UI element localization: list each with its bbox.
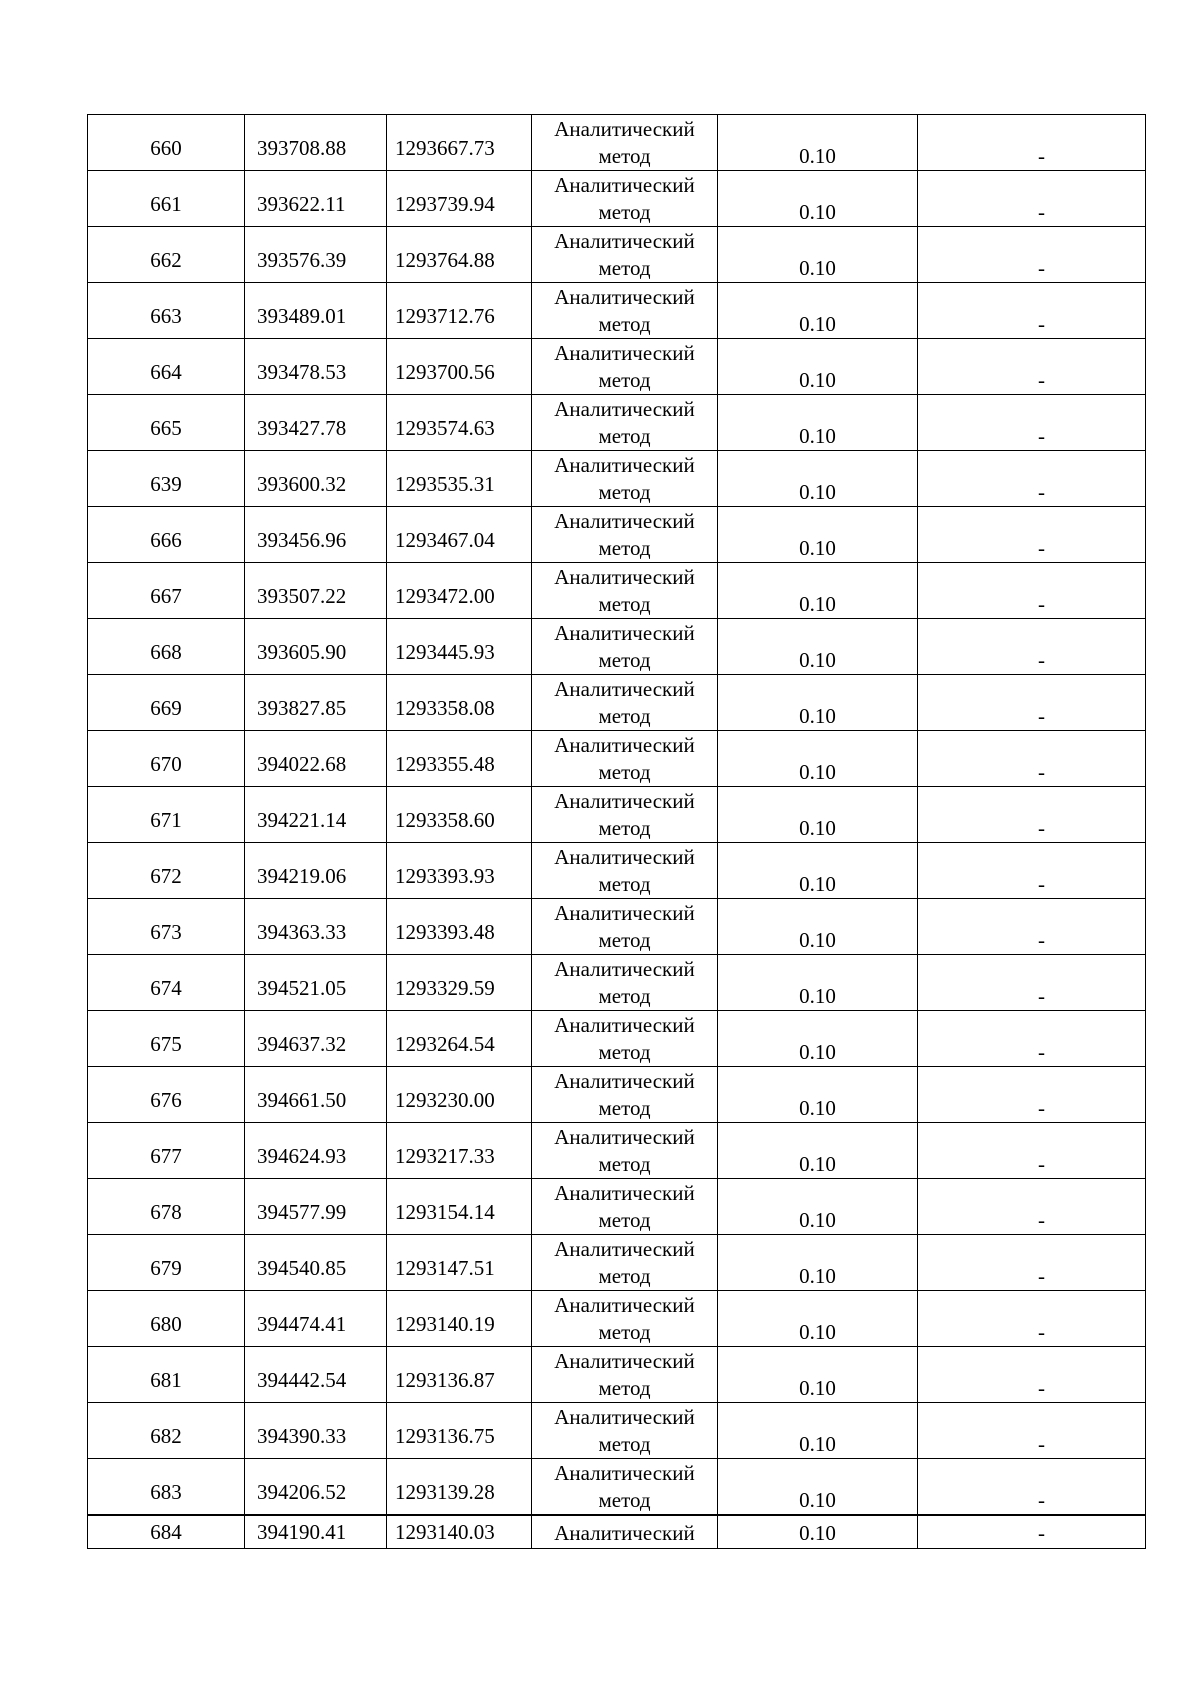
point-number-cell: 666 (88, 507, 245, 563)
method-label-line2: метод (598, 872, 651, 896)
method-label-line1: Аналитический (554, 1181, 695, 1205)
method-label-line1: Аналитический (554, 173, 695, 197)
x-coordinate-cell: 394190.41 (245, 1515, 387, 1548)
method-label-line2: метод (598, 312, 651, 336)
method-cell (532, 843, 718, 899)
x-coordinate-cell: 394442.54 (245, 1347, 387, 1403)
method-label-line1: Аналитический (554, 1520, 695, 1545)
x-coordinate-cell: 393827.85 (245, 675, 387, 731)
method-label-line1: Аналитический (554, 229, 695, 253)
accuracy-cell: 0.10 (718, 675, 918, 731)
method-label-line2: метод (598, 1096, 651, 1120)
method-label-line1: Аналитический (554, 1461, 695, 1485)
note-cell: - (918, 395, 1146, 451)
accuracy-cell: 0.10 (718, 395, 918, 451)
accuracy-cell: 0.10 (718, 339, 918, 395)
method-label-line1: Аналитический (554, 1125, 695, 1149)
x-coordinate-cell: 393622.11 (245, 171, 387, 227)
note-cell: - (918, 899, 1146, 955)
accuracy-cell: 0.10 (718, 283, 918, 339)
method-cell (532, 1515, 718, 1548)
method-cell (532, 1011, 718, 1067)
method-cell (532, 731, 718, 787)
accuracy-cell: 0.10 (718, 619, 918, 675)
table-row (88, 1011, 1146, 1067)
method-label-line1: Аналитический (554, 1293, 695, 1317)
table-row-last (88, 1515, 1146, 1548)
table-row (88, 1459, 1146, 1516)
method-cell (532, 787, 718, 843)
x-coordinate-cell: 394637.32 (245, 1011, 387, 1067)
method-cell (532, 1067, 718, 1123)
x-coordinate-cell: 393576.39 (245, 227, 387, 283)
note-cell: - (918, 955, 1146, 1011)
point-number-cell: 679 (88, 1235, 245, 1291)
method-cell (532, 955, 718, 1011)
method-label-line2: метод (598, 424, 651, 448)
note-cell: - (918, 563, 1146, 619)
method-label-line1: Аналитический (554, 901, 695, 925)
x-coordinate-cell: 394219.06 (245, 843, 387, 899)
x-coordinate-cell: 394521.05 (245, 955, 387, 1011)
x-coordinate-cell: 394390.33 (245, 1403, 387, 1459)
note-cell: - (918, 731, 1146, 787)
table-row (88, 507, 1146, 563)
table-row (88, 843, 1146, 899)
method-label-line2: метод (598, 592, 651, 616)
method-label-line1: Аналитический (554, 509, 695, 533)
method-cell (532, 1235, 718, 1291)
point-number-cell: 678 (88, 1179, 245, 1235)
method-label-line1: Аналитический (554, 1237, 695, 1261)
method-label-line2: метод (598, 1040, 651, 1064)
y-coordinate-cell: 1293445.93 (387, 619, 532, 675)
accuracy-cell: 0.10 (718, 1403, 918, 1459)
method-cell (532, 115, 718, 171)
table-row (88, 955, 1146, 1011)
x-coordinate-cell: 393456.96 (245, 507, 387, 563)
accuracy-cell: 0.10 (718, 731, 918, 787)
method-label-line1: Аналитический (554, 789, 695, 813)
x-coordinate-cell: 393600.32 (245, 451, 387, 507)
accuracy-cell: 0.10 (718, 171, 918, 227)
point-number-cell: 677 (88, 1123, 245, 1179)
x-coordinate-cell: 393489.01 (245, 283, 387, 339)
point-number-cell: 682 (88, 1403, 245, 1459)
method-label-line2: метод (598, 1152, 651, 1176)
point-number-cell: 671 (88, 787, 245, 843)
method-cell (532, 563, 718, 619)
note-cell: - (918, 1179, 1146, 1235)
method-label-line1: Аналитический (554, 285, 695, 309)
table-row (88, 1291, 1146, 1347)
y-coordinate-cell: 1293393.93 (387, 843, 532, 899)
y-coordinate-cell: 1293329.59 (387, 955, 532, 1011)
method-label-line2: метод (598, 928, 651, 952)
point-number-cell: 662 (88, 227, 245, 283)
table-row (88, 731, 1146, 787)
method-cell (532, 675, 718, 731)
table-body (88, 115, 1146, 1549)
note-cell: - (918, 507, 1146, 563)
method-label-line2: метод (598, 1376, 651, 1400)
point-number-cell: 674 (88, 955, 245, 1011)
y-coordinate-cell: 1293140.03 (387, 1515, 532, 1548)
x-coordinate-cell: 394206.52 (245, 1459, 387, 1516)
x-coordinate-cell: 394022.68 (245, 731, 387, 787)
y-coordinate-cell: 1293147.51 (387, 1235, 532, 1291)
y-coordinate-cell: 1293136.87 (387, 1347, 532, 1403)
note-cell: - (918, 619, 1146, 675)
note-cell: - (918, 339, 1146, 395)
x-coordinate-cell: 394474.41 (245, 1291, 387, 1347)
x-coordinate-cell: 394661.50 (245, 1067, 387, 1123)
point-number-cell: 660 (88, 115, 245, 171)
y-coordinate-cell: 1293217.33 (387, 1123, 532, 1179)
y-coordinate-cell: 1293700.56 (387, 339, 532, 395)
accuracy-cell: 0.10 (718, 1515, 918, 1548)
method-cell (532, 899, 718, 955)
point-number-cell: 669 (88, 675, 245, 731)
y-coordinate-cell: 1293574.63 (387, 395, 532, 451)
y-coordinate-cell: 1293230.00 (387, 1067, 532, 1123)
point-number-cell: 663 (88, 283, 245, 339)
method-label-line2: метод (598, 200, 651, 224)
method-label-line2: метод (598, 816, 651, 840)
x-coordinate-cell: 393708.88 (245, 115, 387, 171)
y-coordinate-cell: 1293667.73 (387, 115, 532, 171)
accuracy-cell: 0.10 (718, 1011, 918, 1067)
x-coordinate-cell: 394624.93 (245, 1123, 387, 1179)
note-cell: - (918, 1459, 1146, 1516)
accuracy-cell: 0.10 (718, 1123, 918, 1179)
method-label-line1: Аналитический (554, 565, 695, 589)
note-cell: - (918, 787, 1146, 843)
point-number-cell: 665 (88, 395, 245, 451)
accuracy-cell: 0.10 (718, 451, 918, 507)
method-label-line1: Аналитический (554, 1013, 695, 1037)
accuracy-cell: 0.10 (718, 507, 918, 563)
y-coordinate-cell: 1293140.19 (387, 1291, 532, 1347)
method-label-line2: метод (598, 760, 651, 784)
accuracy-cell: 0.10 (718, 1067, 918, 1123)
method-label-line2: метод (598, 1432, 651, 1456)
table-row (88, 787, 1146, 843)
point-number-cell: 675 (88, 1011, 245, 1067)
method-label-line2: метод (598, 1264, 651, 1288)
accuracy-cell: 0.10 (718, 843, 918, 899)
y-coordinate-cell: 1293355.48 (387, 731, 532, 787)
note-cell: - (918, 171, 1146, 227)
method-cell (532, 1179, 718, 1235)
method-label-line1: Аналитический (554, 397, 695, 421)
table-row (88, 1235, 1146, 1291)
accuracy-cell: 0.10 (718, 1459, 918, 1516)
x-coordinate-cell: 394221.14 (245, 787, 387, 843)
table-row (88, 395, 1146, 451)
note-cell: - (918, 1067, 1146, 1123)
method-label-line2: метод (598, 536, 651, 560)
method-label-line1: Аналитический (554, 453, 695, 477)
table-row (88, 283, 1146, 339)
note-cell: - (918, 1291, 1146, 1347)
point-number-cell: 684 (88, 1515, 245, 1548)
method-label-line1: Аналитический (554, 1405, 695, 1429)
method-label-line1: Аналитический (554, 677, 695, 701)
table-row (88, 339, 1146, 395)
x-coordinate-cell: 393605.90 (245, 619, 387, 675)
method-label-line2: метод (598, 256, 651, 280)
method-label-line2: метод (598, 704, 651, 728)
table-row (88, 115, 1146, 171)
accuracy-cell: 0.10 (718, 563, 918, 619)
method-cell (532, 1403, 718, 1459)
accuracy-cell: 0.10 (718, 1235, 918, 1291)
point-number-cell: 681 (88, 1347, 245, 1403)
method-cell (532, 339, 718, 395)
table-row (88, 1067, 1146, 1123)
method-label-line2: метод (598, 648, 651, 672)
table-row (88, 1123, 1146, 1179)
method-label-line2: метод (598, 368, 651, 392)
x-coordinate-cell: 393507.22 (245, 563, 387, 619)
table-row (88, 227, 1146, 283)
x-coordinate-cell: 393478.53 (245, 339, 387, 395)
point-number-cell: 683 (88, 1459, 245, 1516)
table-row (88, 1403, 1146, 1459)
method-cell (532, 1459, 718, 1516)
table-row (88, 171, 1146, 227)
point-number-cell: 673 (88, 899, 245, 955)
method-label-line1: Аналитический (554, 1349, 695, 1373)
method-cell (532, 507, 718, 563)
method-cell (532, 171, 718, 227)
point-number-cell: 664 (88, 339, 245, 395)
point-number-cell: 676 (88, 1067, 245, 1123)
x-coordinate-cell: 394577.99 (245, 1179, 387, 1235)
note-cell: - (918, 1235, 1146, 1291)
point-number-cell: 680 (88, 1291, 245, 1347)
method-label-line1: Аналитический (554, 733, 695, 757)
point-number-cell: 670 (88, 731, 245, 787)
note-cell: - (918, 1403, 1146, 1459)
method-label-line2: метод (598, 144, 651, 168)
note-cell: - (918, 1123, 1146, 1179)
note-cell: - (918, 227, 1146, 283)
point-number-cell: 672 (88, 843, 245, 899)
method-cell (532, 227, 718, 283)
y-coordinate-cell: 1293154.14 (387, 1179, 532, 1235)
method-cell (532, 619, 718, 675)
y-coordinate-cell: 1293712.76 (387, 283, 532, 339)
y-coordinate-cell: 1293764.88 (387, 227, 532, 283)
y-coordinate-cell: 1293393.48 (387, 899, 532, 955)
method-label-line2: метод (598, 1320, 651, 1344)
note-cell: - (918, 283, 1146, 339)
x-coordinate-cell: 393427.78 (245, 395, 387, 451)
accuracy-cell: 0.10 (718, 1291, 918, 1347)
y-coordinate-cell: 1293136.75 (387, 1403, 532, 1459)
method-cell (532, 1347, 718, 1403)
method-label-line1: Аналитический (554, 117, 695, 141)
table-row (88, 675, 1146, 731)
x-coordinate-cell: 394363.33 (245, 899, 387, 955)
method-label-line1: Аналитический (554, 845, 695, 869)
y-coordinate-cell: 1293535.31 (387, 451, 532, 507)
method-cell (532, 395, 718, 451)
accuracy-cell: 0.10 (718, 955, 918, 1011)
method-label-line2: метод (598, 1208, 651, 1232)
accuracy-cell: 0.10 (718, 115, 918, 171)
table-row (88, 899, 1146, 955)
note-cell: - (918, 675, 1146, 731)
y-coordinate-cell: 1293264.54 (387, 1011, 532, 1067)
method-label-line2: метод (598, 984, 651, 1008)
point-number-cell: 667 (88, 563, 245, 619)
table-row (88, 1179, 1146, 1235)
y-coordinate-cell: 1293358.60 (387, 787, 532, 843)
method-cell (532, 283, 718, 339)
note-cell: - (918, 115, 1146, 171)
y-coordinate-cell: 1293467.04 (387, 507, 532, 563)
method-cell (532, 1123, 718, 1179)
y-coordinate-cell: 1293358.08 (387, 675, 532, 731)
y-coordinate-cell: 1293139.28 (387, 1459, 532, 1516)
point-number-cell: 661 (88, 171, 245, 227)
method-label-line1: Аналитический (554, 621, 695, 645)
y-coordinate-cell: 1293472.00 (387, 563, 532, 619)
table-row (88, 451, 1146, 507)
note-cell: - (918, 1011, 1146, 1067)
method-label-line2: метод (598, 480, 651, 504)
method-cell (532, 451, 718, 507)
note-cell: - (918, 843, 1146, 899)
accuracy-cell: 0.10 (718, 1179, 918, 1235)
table-row (88, 563, 1146, 619)
table-row (88, 1347, 1146, 1403)
method-label-line1: Аналитический (554, 341, 695, 365)
note-cell: - (918, 1347, 1146, 1403)
method-cell (532, 1291, 718, 1347)
y-coordinate-cell: 1293739.94 (387, 171, 532, 227)
point-number-cell: 668 (88, 619, 245, 675)
method-label-line1: Аналитический (554, 957, 695, 981)
point-number-cell: 639 (88, 451, 245, 507)
accuracy-cell: 0.10 (718, 1347, 918, 1403)
method-label-line2: метод (598, 1488, 651, 1512)
x-coordinate-cell: 394540.85 (245, 1235, 387, 1291)
table-row (88, 619, 1146, 675)
note-cell: - (918, 1515, 1146, 1548)
note-cell: - (918, 451, 1146, 507)
method-label-line1: Аналитический (554, 1069, 695, 1093)
accuracy-cell: 0.10 (718, 787, 918, 843)
accuracy-cell: 0.10 (718, 227, 918, 283)
coordinates-table (87, 114, 1146, 1549)
accuracy-cell: 0.10 (718, 899, 918, 955)
